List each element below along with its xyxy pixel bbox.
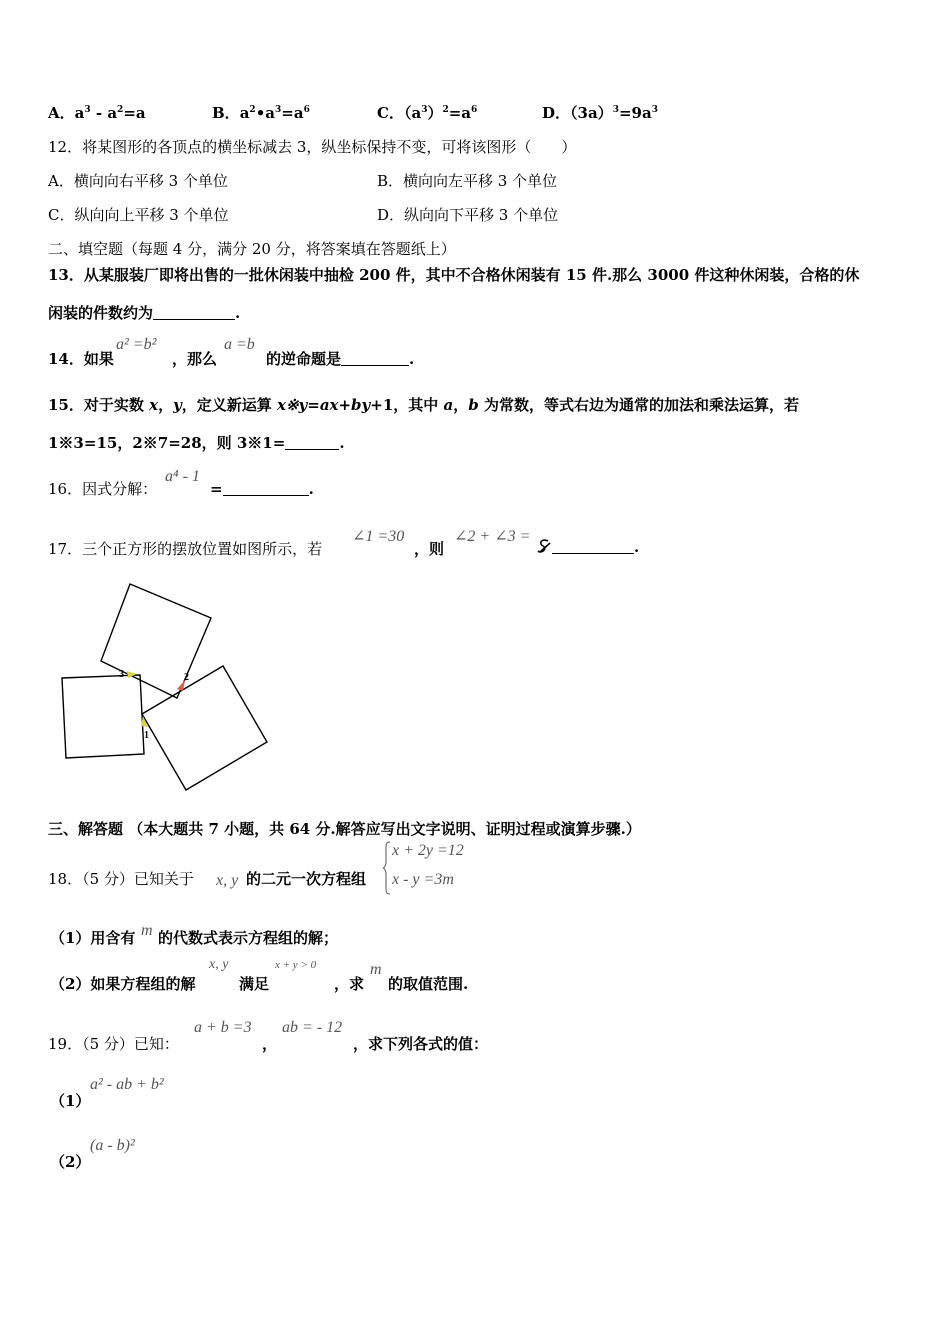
equation-2: x - y =3m (392, 871, 454, 888)
q15-line1: 15．对于实数 x，y，定义新运算 x※y=ax+by+1，其中 a，b 为常数，等式右边为通常的加法和乘法运算，若 (48, 396, 799, 414)
q16-answer: = . (210, 480, 314, 498)
q12-option-d: D．纵向向下平移 3 个单位 (377, 206, 559, 224)
q12-option-c: C．纵向向上平移 3 个单位 (48, 206, 229, 224)
angle-2-label: 2 (184, 672, 189, 683)
left-square (62, 675, 144, 758)
q17-middle: ，则 (414, 540, 445, 558)
q19-suffix: ，求下列各式的值： (353, 1035, 489, 1053)
q13-line1: 13．从某服装厂即将出售的一批休闲装中抽检 200 件，其中不合格休闲装有 15 件.那么 3000 件这种休闲装，合格的休 (48, 266, 860, 284)
q16-math: a⁴ - 1 (165, 468, 200, 485)
q14-prefix: 14．如果 (48, 350, 114, 368)
q14-suffix: 的逆命题是 . (266, 350, 415, 368)
q18-sub1-suffix: 的代数式表示方程组的解； (158, 929, 339, 947)
q17-math2: ∠2 + ∠3 = (454, 528, 531, 545)
q18-sub1-var: m (141, 922, 153, 939)
q18-sub2-condition: x + y > 0 (275, 959, 317, 971)
q17-answer: . (536, 538, 639, 556)
q18-sub1-prefix: （1）用含有 (50, 929, 136, 947)
q18-sub2-var: m (370, 961, 382, 978)
scribble-icon (536, 537, 552, 559)
q19-sub1-label: （1） (50, 1092, 91, 1110)
q19-prefix: 19．（5 分）已知： (48, 1035, 179, 1053)
upper-square (101, 584, 211, 698)
q15-line2: 1※3=15，2※7=28，则 3※1= . (48, 434, 345, 452)
q11-option-b: B．$a^2•a^3=a^6$ (212, 104, 310, 122)
equation-system (382, 840, 492, 896)
q18-sub2-middle2: ，求 (334, 975, 365, 993)
equation-1: x + 2y =12 (392, 842, 464, 859)
q18-sub2-middle: 满足 (239, 975, 270, 993)
angle-3-mark (127, 671, 137, 678)
answer-blank[interactable] (285, 435, 339, 450)
q11-option-d: D．$(3a)^3=9a^3$ (542, 104, 658, 122)
q14-math2: a =b (224, 336, 255, 353)
answer-blank[interactable] (552, 539, 634, 554)
left-brace-icon (382, 840, 392, 896)
q11-option-c: C．$(a^3)^2=a^6$ (377, 104, 478, 122)
q14-math1: a² =b² (116, 336, 157, 353)
q11-option-a: A．$a^3 - a^2=a$ (48, 104, 146, 122)
three-squares-figure (55, 580, 275, 795)
section3-title: 三、解答题 （本大题共 7 小题，共 64 分.解答应写出文字说明、证明过程或演算步骤.） (48, 820, 641, 838)
q13-line2: 闲装的件数约为 . (48, 304, 241, 322)
q19-sub2-math: (a - b)² (90, 1137, 135, 1154)
q18-sub2-suffix: 的取值范围. (388, 975, 469, 993)
q18-vars: x, y (216, 872, 239, 889)
angle-1-label: 1 (144, 730, 149, 741)
q19-sub2-label: （2） (50, 1153, 91, 1171)
q18-sub2-vars: x, y (209, 957, 229, 972)
angle-3-label: 3 (119, 669, 124, 680)
q12-option-b: B．横向向左平移 3 个单位 (377, 172, 558, 190)
q18-middle: 的二元一次方程组 (246, 870, 367, 888)
q19-sub1-math: a² - ab + b² (90, 1076, 164, 1093)
q18-prefix: 18．（5 分）已知关于 (48, 870, 194, 888)
answer-blank[interactable] (341, 351, 409, 366)
q17-math1: ∠1 =30 (352, 528, 405, 545)
q19-math1: a + b =3 (194, 1019, 252, 1036)
section2-title: 二、填空题（每题 4 分，满分 20 分，将答案填在答题纸上） (48, 240, 456, 258)
right-square (142, 666, 267, 790)
q18-sub2-prefix: （2）如果方程组的解 (50, 975, 196, 993)
answer-blank[interactable] (153, 305, 235, 320)
q12-stem: 12．将某图形的各顶点的横坐标减去 3，纵坐标保持不变，可将该图形（ ） (48, 138, 577, 156)
answer-blank[interactable] (223, 481, 309, 496)
q16-prefix: 16．因式分解： (48, 480, 158, 498)
q14-middle: ，那么 (172, 350, 218, 368)
q12-option-a: A．横向向右平移 3 个单位 (48, 172, 228, 190)
q19-math2: ab = - 12 (282, 1019, 343, 1036)
q19-comma: ， (262, 1035, 278, 1053)
q17-prefix: 17．三个正方形的摆放位置如图所示，若 (48, 540, 323, 558)
